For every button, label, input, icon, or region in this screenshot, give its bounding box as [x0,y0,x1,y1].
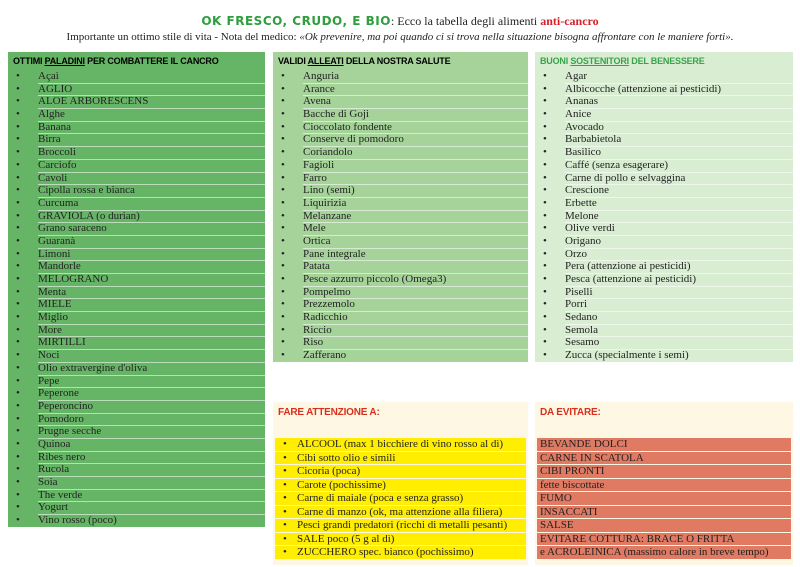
list-item [275,519,526,532]
item-text: Vino rosso (poco) [38,514,265,528]
item-text: Pane integrale [303,248,528,262]
item-text: Zafferano [303,349,528,363]
bullet-icon: • [16,95,20,108]
list-item [535,83,793,96]
subtitle: Importante un ottimo stile di vita - Nota del medico: «Ok prevenire, ma poi quando ci si trova nella situazione bisogna affrontare con le maniere forti». [66,31,734,43]
bullet-icon: • [281,196,285,209]
list-item [8,260,265,273]
bullet-icon: • [16,450,20,463]
item-text: Anguria [303,70,528,84]
list-item [535,222,793,235]
item-text: Ortica [303,235,528,249]
item-text: Mele [303,222,528,236]
bullet-icon: • [16,514,20,527]
list-item [8,413,265,426]
bullet-icon: • [543,222,547,235]
list-item [275,452,526,465]
item-text: Prezzemolo [303,298,528,312]
list-item [273,159,528,172]
bullet-icon: • [16,209,20,222]
list-item [273,235,528,248]
list-item [273,210,528,223]
list-item [273,197,528,210]
item-text: Semola [565,324,793,338]
bullet-icon: • [281,120,285,133]
list-item [8,235,265,248]
bullet-icon: • [283,478,287,491]
bullet-icon: • [16,476,20,488]
list-item [8,362,265,375]
list-item [8,184,265,197]
item-text: Liquirizia [303,197,528,211]
item-text: Zucca (specialmente i semi) [565,349,793,363]
list-item [275,492,526,505]
bullet-icon: • [543,158,547,171]
list-item [273,83,528,96]
bullet-icon: • [543,323,547,336]
list-item [8,489,265,502]
list-item: FUMO [537,492,791,505]
list-item [273,184,528,197]
item-text: Pepe [38,375,265,389]
list-item [8,336,265,349]
list-item [273,286,528,299]
bullet-icon: • [281,70,285,82]
list-item [275,438,526,451]
item-text: Olio extravergine d'oliva [38,362,265,376]
item-text: Melone [565,210,793,224]
list-item [8,172,265,185]
item-text: MIELE [38,298,265,312]
bullet-icon: • [16,311,20,324]
bullet-icon: • [16,247,20,260]
item-text: GRAVIOLA (o durian) [38,210,265,224]
item-text: Carote (pochissime) [297,478,386,491]
list-item [273,133,528,146]
item-text: MIRTILLI [38,336,265,350]
list-item [535,286,793,299]
bullet-icon: • [16,158,20,171]
bullet-icon: • [281,260,285,273]
list-item: BEVANDE DOLCI [537,438,791,451]
list-item [273,311,528,324]
list-item: CARNE IN SCATOLA [537,452,791,465]
list-item [273,70,528,83]
evitare-box [535,402,793,565]
item-text: ALOE ARBORESCENS [38,95,265,109]
bullet-icon: • [543,349,547,362]
list-item [8,463,265,476]
list-item [535,210,793,223]
item-list [8,70,265,527]
item-text: Cavoli [38,172,265,186]
bullet-icon: • [543,184,547,197]
item-text: Menta [38,286,265,300]
list-item [275,533,526,546]
list-item [535,311,793,324]
bullet-icon: • [16,488,20,501]
bullet-icon: • [16,120,20,133]
list-item [8,514,265,527]
sostenitori-column [535,52,793,362]
bullet-icon: • [281,323,285,336]
item-text: Pompelmo [303,286,528,300]
item-text: Lino (semi) [303,184,528,198]
list-item [8,400,265,413]
bullet-icon: • [281,336,285,349]
item-text: Mandorle [38,260,265,274]
bullet-icon: • [283,451,287,464]
list-item [535,159,793,172]
item-text: Bacche di Goji [303,108,528,122]
column-header: BUONI SOSTENITORI DEL BENESSERE [540,56,705,66]
list-item [273,172,528,185]
item-text: Pera (attenzione ai pesticidi) [565,260,793,274]
item-text: Cicoria (poca) [297,465,361,477]
list-item [8,375,265,388]
item-text: The verde [38,489,265,503]
bullet-icon: • [281,247,285,260]
item-text: Coriandolo [303,146,528,160]
item-text: Farro [303,172,528,186]
list-item [273,298,528,311]
bullet-icon: • [16,425,20,438]
item-text: Albicocche (attenzione ai pesticidi) [565,83,793,97]
item-text: Birra [38,133,265,147]
list-item [8,298,265,311]
list-item: INSACCATI [537,506,791,519]
list-item [8,311,265,324]
bullet-icon: • [281,171,285,184]
item-text: Noci [38,349,265,363]
item-text: Avocado [565,121,793,135]
list-item [273,273,528,286]
list-item [275,479,526,492]
bullet-icon: • [543,95,547,108]
list-item [535,184,793,197]
list-item [8,159,265,172]
bullet-icon: • [543,120,547,133]
bullet-icon: • [16,387,20,400]
bullet-icon: • [16,285,20,298]
list-item [273,336,528,349]
bullet-icon: • [281,209,285,222]
item-text: Piselli [565,286,793,300]
bullet-icon: • [281,158,285,171]
item-list [535,70,793,362]
bullet-icon: • [283,546,287,558]
bullet-icon: • [16,501,20,514]
bullet-icon: • [16,399,20,412]
bullet-icon: • [16,184,20,197]
bullet-icon: • [543,133,547,146]
item-text: Sesamo [565,336,793,350]
bullet-icon: • [283,532,287,545]
bullet-icon: • [281,184,285,197]
bullet-icon: • [543,196,547,209]
list-item [535,248,793,261]
list-item [8,121,265,134]
list-item [535,70,793,83]
list-item [273,349,528,362]
list-item [535,298,793,311]
item-text: Grano saraceno [38,222,265,236]
list-item [273,248,528,261]
column-header: OTTIMI PALADINI PER COMBATTERE IL CANCRO [13,56,219,66]
item-text: Erbette [565,197,793,211]
item-text: Porri [565,298,793,312]
item-text: Cibi sotto olio e simili [297,451,396,464]
bullet-icon: • [283,465,287,477]
bullet-icon: • [543,82,547,95]
list-item [8,133,265,146]
bullet-icon: • [16,298,20,311]
list-item [535,172,793,185]
list-item [8,425,265,438]
list-item: CIBI PRONTI [537,465,791,478]
list-item [273,108,528,121]
list-item [8,501,265,514]
list-item [8,70,265,83]
bullet-icon: • [543,209,547,222]
item-text: Pomodoro [38,413,265,427]
item-text: ALCOOL (max 1 bicchiere di vino rosso al dì) [297,438,504,450]
item-text: Pesce azzurro piccolo (Omega3) [303,273,528,287]
item-text: Curcuma [38,197,265,211]
list-item: e ACROLEINICA (massimo calore in breve tempo) [537,546,791,559]
item-text: Barbabietola [565,133,793,147]
item-text: Arance [303,83,528,97]
item-text: Carne di manzo (ok, ma attenzione alla filiera) [297,505,503,518]
item-text: Agar [565,70,793,84]
list-item [8,197,265,210]
bullet-icon: • [543,260,547,273]
page-title: OK FRESCO, CRUDO, E BIO: Ecco la tabella degli alimenti anti-cancro [201,14,599,28]
item-text: Fagioli [303,159,528,173]
list-item [273,324,528,337]
item-text: Ananas [565,95,793,109]
list-item [535,121,793,134]
list-item [535,336,793,349]
item-text: Radicchio [303,311,528,325]
paladini-column [8,52,265,527]
list-item [8,210,265,223]
bullet-icon: • [16,437,20,450]
bullet-icon: • [543,311,547,324]
bullet-icon: • [16,361,20,374]
bullet-icon: • [16,374,20,387]
box-header: DA EVITARE: [540,407,601,418]
list-item [273,95,528,108]
bullet-icon: • [281,95,285,108]
bullet-icon: • [283,492,287,504]
item-text: Orzo [565,248,793,262]
list-item [8,387,265,400]
list-item [535,146,793,159]
list-item [8,286,265,299]
item-list [535,438,793,559]
bullet-icon: • [281,285,285,298]
list-item [275,506,526,519]
list-item [535,108,793,121]
bullet-icon: • [16,196,20,209]
column-header: VALIDI ALLEATI DELLA NOSTRA SALUTE [278,56,451,66]
bullet-icon: • [16,222,20,235]
list-item [275,546,526,559]
bullet-icon: • [16,336,20,349]
bullet-icon: • [543,70,547,82]
item-text: Riso [303,336,528,350]
bullet-icon: • [281,234,285,247]
attenzione-box [273,402,528,565]
item-text: Alghe [38,108,265,122]
bullet-icon: • [281,273,285,285]
item-text: Crescione [565,184,793,198]
bullet-icon: • [281,82,285,95]
bullet-icon: • [16,171,20,184]
bullet-icon: • [281,349,285,362]
list-item [535,95,793,108]
item-text: Rucola [38,463,265,477]
item-list [273,70,528,362]
list-item [535,349,793,362]
bullet-icon: • [16,82,20,95]
list-item [273,121,528,134]
list-item [8,324,265,337]
bullet-icon: • [16,273,20,285]
list-item: fette biscottate [537,479,791,492]
item-text: Broccoli [38,146,265,160]
bullet-icon: • [281,222,285,235]
bullet-icon: • [281,133,285,146]
bullet-icon: • [543,247,547,260]
list-item [273,260,528,273]
list-item [535,260,793,273]
list-item [8,438,265,451]
item-text: Riccio [303,324,528,338]
list-item [8,349,265,362]
item-text: SALE poco (5 g al dì) [297,532,395,545]
item-text: Patata [303,260,528,274]
item-text: Prugne secche [38,425,265,439]
bullet-icon: • [543,234,547,247]
list-item [8,222,265,235]
bullet-icon: • [543,285,547,298]
item-list [273,438,528,559]
list-item [275,465,526,478]
bullet-icon: • [543,171,547,184]
item-text: Guaranà [38,235,265,249]
item-text: Carciofo [38,159,265,173]
list-item [8,451,265,464]
item-text: Miglio [38,311,265,325]
list-item [535,197,793,210]
list-item [535,324,793,337]
item-text: Olive verdi [565,222,793,236]
list-item: SALSE [537,519,791,532]
item-text: MELOGRANO [38,273,265,287]
item-text: Soia [38,476,265,490]
bullet-icon: • [543,146,547,159]
item-text: Peperone [38,387,265,401]
bullet-icon: • [543,298,547,311]
list-item [8,83,265,96]
bullet-icon: • [283,519,287,531]
bullet-icon: • [16,108,20,121]
item-text: Banana [38,121,265,135]
bullet-icon: • [16,146,20,159]
item-text: Pesci grandi predatori (ricchi di metalli pesanti) [297,519,508,531]
list-item [8,108,265,121]
bullet-icon: • [16,463,20,476]
bullet-icon: • [16,260,20,273]
list-item [8,248,265,261]
list-item [535,133,793,146]
item-text: ZUCCHERO spec. bianco (pochissimo) [297,546,474,558]
list-item: EVITARE COTTURA: BRACE O FRITTA [537,533,791,546]
item-text: Açaì [38,70,265,84]
list-item [535,273,793,286]
list-item [535,235,793,248]
item-text: Ribes nero [38,451,265,465]
item-text: Carne di pollo e selvaggina [565,172,793,186]
bullet-icon: • [283,505,287,518]
list-item [8,95,265,108]
list-item [8,146,265,159]
bullet-icon: • [543,336,547,349]
item-text: Conserve di pomodoro [303,133,528,147]
item-text: Cioccolato fondente [303,121,528,135]
item-text: Pesca (attenzione ai pesticidi) [565,273,793,287]
bullet-icon: • [281,146,285,159]
bullet-icon: • [543,108,547,121]
item-text: Melanzane [303,210,528,224]
item-text: More [38,324,265,338]
bullet-icon: • [16,412,20,425]
bullet-icon: • [16,234,20,247]
item-text: Avena [303,95,528,109]
list-item [273,222,528,235]
item-text: Basilico [565,146,793,160]
bullet-icon: • [281,108,285,121]
bullet-icon: • [16,323,20,336]
bullet-icon: • [16,133,20,146]
list-item [8,273,265,286]
bullet-icon: • [16,349,20,362]
alleati-column [273,52,528,362]
item-text: Yogurt [38,501,265,515]
item-text: Anice [565,108,793,122]
item-text: Limoni [38,248,265,262]
list-item [273,146,528,159]
item-text: Origano [565,235,793,249]
bullet-icon: • [16,70,20,82]
bullet-icon: • [543,273,547,285]
bullet-icon: • [281,298,285,311]
list-item [8,476,265,489]
item-text: Cipolla rossa e bianca [38,184,265,198]
item-text: AGLIO [38,83,265,97]
item-text: Peperoncino [38,400,265,414]
item-text: Sedano [565,311,793,325]
item-text: Quinoa [38,438,265,452]
bullet-icon: • [281,311,285,324]
item-text: Caffé (senza esagerare) [565,159,793,173]
bullet-icon: • [283,438,287,450]
box-header: FARE ATTENZIONE A: [278,407,380,418]
item-text: Carne di maiale (poca e senza grasso) [297,492,464,504]
